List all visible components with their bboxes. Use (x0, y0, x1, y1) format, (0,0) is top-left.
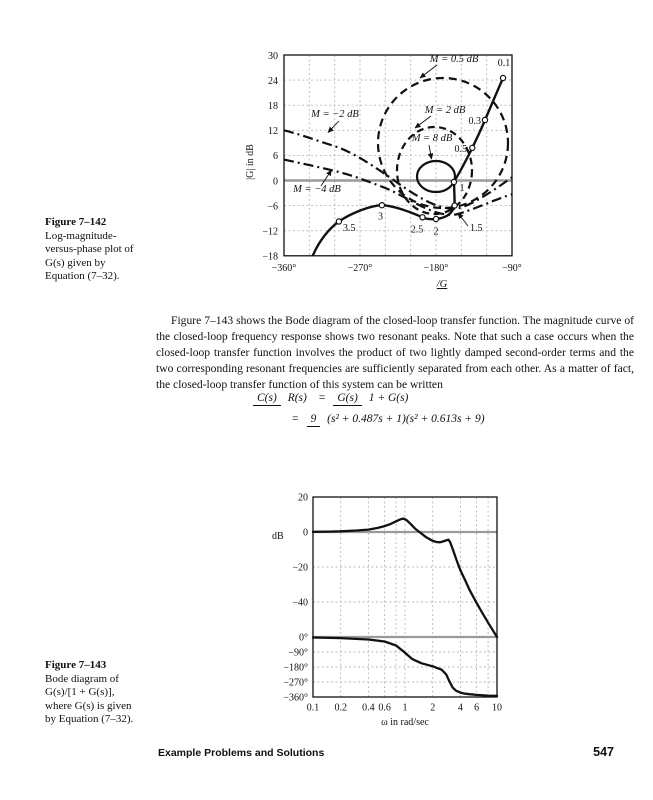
caption-line: G(s) given by (45, 256, 106, 269)
equals-sign: = (318, 392, 326, 404)
y-tick: 6 (273, 151, 278, 163)
freq-label-0p5: 0.5 (454, 144, 467, 155)
y-tick: 12 (268, 126, 278, 138)
caption-line: Equation (7–32). (45, 270, 120, 283)
phase-tick: −180° (283, 662, 308, 674)
y-tick: 18 (268, 101, 278, 112)
body-paragraph: Figure 7–143 shows the Bode diagram of the closed-loop transfer function. The magnitude curve of the closed-loop frequency response shows two resonant peaks. Note that such a case occurs when the closed-loop transfer function involves the product of two lightly damped second-order terms and the two corresponding resonant frequencies are sufficiently separated from each other. As a matter of fact, the closed-loop transfer function of this system can be written (156, 314, 634, 391)
x-tick: 2 (430, 702, 436, 714)
x-tick: 10 (492, 702, 502, 714)
phase-tick: −90° (288, 647, 308, 659)
label-arrows (321, 65, 468, 226)
phase-tick: −360° (283, 692, 308, 704)
freq-label-3p5: 3.5 (343, 223, 356, 234)
freq-label-3: 3 (378, 211, 383, 223)
freq-label-0p1: 0.1 (497, 58, 511, 69)
phase-tick: 0° (299, 632, 308, 644)
phase-tick: −270° (283, 677, 308, 689)
log-magnitude-versus-phase-chart (240, 45, 632, 293)
x-tick: −270° (347, 263, 373, 274)
figure-143-caption-title: Figure 7–143 (45, 659, 107, 671)
x-tick: 1 (402, 702, 408, 714)
caption-line: G(s)/[1 + G(s)], (45, 686, 115, 699)
equation-block (253, 392, 489, 425)
db-tick: 20 (298, 492, 308, 504)
x-tick: 0.4 (362, 702, 375, 714)
y-tick: −18 (262, 251, 278, 263)
freq-label-2p5: 2.5 (410, 224, 424, 236)
denominator: R(s) (287, 392, 307, 404)
caption-line: Log-magnitude- (45, 229, 117, 242)
numerator: C(s) (253, 392, 281, 406)
x-tick: −90° (502, 263, 522, 274)
page-footer (158, 745, 614, 759)
figure-143-caption (45, 659, 157, 727)
figure-142-caption (45, 216, 157, 284)
m-label-minus4db: M = −4 dB (293, 184, 341, 195)
running-head: Example Problems and Solutions (158, 747, 325, 759)
bode-diagram-chart (270, 488, 510, 738)
y-tick: 24 (268, 75, 278, 87)
x-axis-ticks (307, 703, 502, 714)
denominator: 1 + G(s) (368, 392, 409, 404)
grid-lines (313, 497, 497, 697)
frequency-point-markers (336, 75, 505, 224)
y-tick: −6 (267, 201, 278, 213)
equals-sign: = (292, 413, 299, 425)
x-axis-ticks (272, 263, 522, 274)
x-tick: 0.2 (334, 702, 347, 714)
db-tick: 0 (303, 527, 308, 539)
figure-142-caption-title: Figure 7–142 (45, 216, 107, 228)
x-tick: 0.1 (306, 702, 320, 714)
freq-label-0p3: 0.3 (468, 116, 481, 127)
caption-line: Bode diagram of (45, 672, 119, 685)
y-tick: 0 (273, 176, 278, 188)
db-tick: −20 (292, 562, 308, 574)
fraction (333, 392, 412, 404)
m-label-2db: M = 2 dB (424, 105, 466, 116)
page-number: 547 (593, 745, 614, 759)
fraction (253, 392, 311, 404)
caption-line: by Equation (7–32). (45, 713, 134, 726)
db-tick: −40 (292, 597, 308, 609)
m-label-8db: M = 8 dB (411, 133, 453, 144)
caption-line: versus-phase plot of (45, 243, 134, 256)
y-axis-title: |G| in dB (245, 144, 256, 180)
x-tick: 4 (457, 702, 463, 714)
y-tick: −12 (262, 226, 278, 238)
denominator: (s² + 0.487s + 1)(s² + 0.613s + 9) (327, 413, 485, 425)
x-tick: −360° (271, 263, 297, 274)
equation-1 (253, 392, 489, 404)
m-label-0p5db: M = 0.5 dB (429, 54, 479, 65)
x-tick: 0.6 (378, 702, 391, 714)
freq-label-2: 2 (433, 226, 439, 238)
fraction (307, 413, 489, 425)
x-tick: −180° (423, 263, 449, 274)
numerator: G(s) (333, 392, 361, 406)
x-axis-title: /G (436, 279, 448, 290)
y-tick: 30 (268, 50, 278, 62)
phase-axis-ticks (283, 633, 308, 704)
db-axis-ticks (292, 493, 308, 609)
m-label-minus2db: M = −2 dB (311, 109, 359, 120)
y-axis-ticks (262, 51, 278, 263)
db-axis-title: dB (272, 531, 284, 542)
numerator: 9 (307, 413, 321, 427)
x-axis-title: ω in rad/sec (381, 717, 429, 728)
freq-label-1: 1 (459, 183, 465, 194)
x-tick: 6 (474, 702, 480, 714)
caption-line: where G(s) is given (45, 699, 132, 712)
freq-label-1p5: 1.5 (470, 223, 483, 234)
equation-2 (253, 413, 489, 425)
